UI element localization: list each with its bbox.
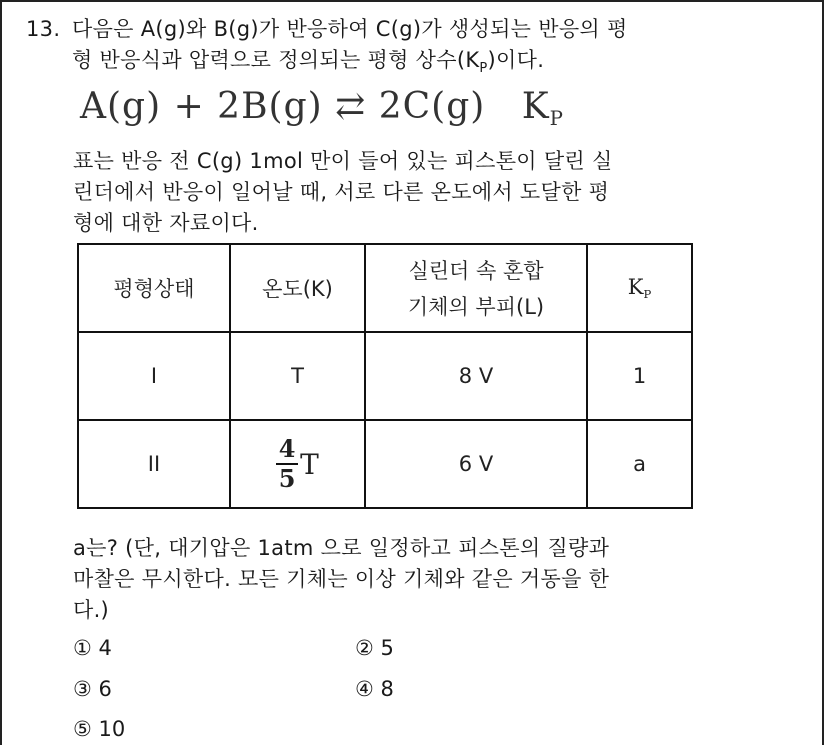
cell-kp: 1 xyxy=(587,332,692,420)
choice-4[interactable]: ④ 8 xyxy=(355,677,394,701)
k-symbol: K xyxy=(521,86,550,127)
fraction-denominator: 5 xyxy=(278,464,296,493)
header-temperature: 온도(K) xyxy=(230,244,365,332)
condition-line-1: a는? (단, 대기압은 1atm 으로 일정하고 피스톤의 질량과 xyxy=(73,536,610,560)
temperature-variable: T xyxy=(300,447,319,481)
choice-5[interactable]: ⑤ 10 xyxy=(73,717,126,741)
header-volume-line-1: 실린더 속 혼합 xyxy=(408,259,544,283)
question-text-2-tail: )이다. xyxy=(487,48,545,72)
question-line-2 xyxy=(72,45,544,84)
description-line-3: 형에 대한 자료이다. xyxy=(73,211,259,235)
fraction-numerator: 4 xyxy=(278,434,296,463)
description-line-1: 표는 반응 전 C(g) 1mol 만이 들어 있는 피스톤이 달린 실 xyxy=(73,149,613,173)
temperature-fraction xyxy=(276,434,298,493)
choice-2[interactable]: ② 5 xyxy=(355,636,394,660)
description-line-2: 린더에서 반응이 일어날 때, 서로 다른 온도에서 도달한 평 xyxy=(73,180,610,204)
cell-volume: 6 V xyxy=(365,420,587,508)
question-text-2: 형 반응식과 압력으로 정의되는 평형 상수(K xyxy=(72,48,480,72)
cell-kp: a xyxy=(587,420,692,508)
table-header-row xyxy=(78,244,692,332)
question-text-1: 다음은 A(g)와 B(g)가 반응하여 C(g)가 생성되는 반응의 평 xyxy=(72,17,628,41)
question-number: 13. xyxy=(26,17,61,41)
cell-volume: 8 V xyxy=(365,332,587,420)
equilibrium-constant-label xyxy=(521,86,564,130)
header-k-symbol: K xyxy=(627,274,644,299)
table-row xyxy=(78,332,692,420)
choice-1[interactable]: ① 4 xyxy=(73,636,112,660)
header-k-subscript: P xyxy=(643,287,652,302)
header-state: 평형상태 xyxy=(78,244,230,332)
cell-temperature: T xyxy=(230,332,365,420)
question-line-1 xyxy=(26,14,628,44)
condition-line-3: 다.) xyxy=(73,598,110,622)
reaction-equation xyxy=(80,86,564,130)
cell-state: II xyxy=(78,420,230,508)
cell-state: I xyxy=(78,332,230,420)
choice-3[interactable]: ③ 6 xyxy=(73,677,112,701)
cell-temperature xyxy=(230,420,365,508)
table-row xyxy=(78,420,692,508)
condition-line-2: 마찰은 무시한다. 모든 기체는 이상 기체와 같은 거동을 한 xyxy=(73,567,610,591)
header-volume-line-2: 기체의 부피(L) xyxy=(407,295,545,319)
equation-text: A(g) + 2B(g) ⇄ 2C(g) xyxy=(80,86,486,127)
header-volume xyxy=(365,244,587,332)
k-subscript: P xyxy=(549,106,564,130)
kp-subscript: P xyxy=(479,61,488,77)
header-kp xyxy=(587,244,692,332)
equilibrium-data-table xyxy=(77,243,693,509)
